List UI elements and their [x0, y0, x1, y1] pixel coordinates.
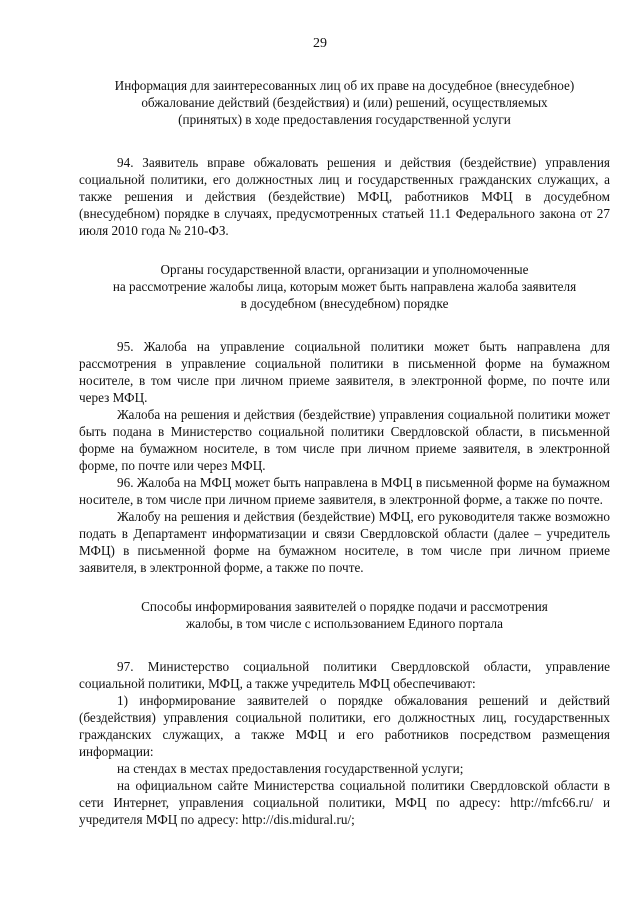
heading-line: на рассмотрение жалобы лица, которым может быть направлена жалоба заявителя	[112, 279, 577, 294]
paragraph-95: 95. Жалоба на управление социальной политики может быть направлена для рассмотрения в управление социальной политики в письменной форме на бумажном носителе, в том числе при личном приеме заявителя, в электронной форме, по почте или через МФЦ.	[79, 339, 610, 405]
section-heading-appeal-rights	[79, 77, 610, 128]
paragraph-94: 94. Заявитель вправе обжаловать решения и действия (бездействие) управления социальной политики, его должностных лиц и государственных гражданских служащих, а также решения и действия (бездействие) МФЦ, работников МФЦ в досудебном (внесудебном) порядке в случаях, предусмотренных статьей 11.1 Федерального закона от 27 июля 2010 года № 210-ФЗ.	[79, 155, 610, 238]
paragraph-96-founder: Жалобу на решения и действия (бездействие) МФЦ, его руководителя также возможно подать в Департамент информатизации и связи Свердловской области (далее – учредитель МФЦ) в письменной форме на бумажном носителе, в том числе при личном приеме заявителя, в электронной форме, а также по почте.	[79, 509, 610, 575]
paragraph-97-stands: на стендах в местах предоставления государственной услуги;	[117, 761, 464, 776]
paragraph-96: 96. Жалоба на МФЦ может быть направлена в МФЦ в письменной форме на бумажном носителе, в том числе при личном приеме заявителя, в электронной форме, а также по почте.	[79, 475, 610, 507]
section-heading-information-methods	[79, 598, 610, 632]
heading-line: Информация для заинтересованных лиц об их праве на досудебное (внесудебное)	[114, 78, 575, 93]
heading-line: в досудебном (внесудебном) порядке	[240, 296, 449, 311]
heading-line: Способы информирования заявителей о порядке подачи и рассмотрения	[141, 599, 548, 614]
page-number: 29	[313, 36, 327, 51]
paragraph-97: 97. Министерство социальной политики Свердловской области, управление социальной политики, МФЦ, а также учредитель МФЦ обеспечивают:	[79, 659, 610, 691]
paragraph-97-item-1: 1) информирование заявителей о порядке обжалования решений и действий (бездействия) управления социальной политики, его должностных лиц, государственных гражданских служащих, а также МФЦ и его работников посредством размещения информации:	[79, 693, 610, 759]
heading-line: обжалование действий (бездействия) и (или) решений, осуществляемых	[141, 95, 548, 110]
paragraph-95-ministry: Жалоба на решения и действия (бездействие) управления социальной политики может быть подана в Министерство социальной политики Свердловской области, в письменной форме на бумажном носителе, в том числе при личном приеме заявителя, в электронной форме, по почте или через МФЦ.	[79, 407, 610, 473]
section-heading-authorities	[79, 261, 610, 312]
heading-line: жалобы, в том числе с использованием Единого портала	[185, 616, 503, 631]
heading-line: (принятых) в ходе предоставления государственной услуги	[178, 112, 511, 127]
document-body	[79, 77, 610, 828]
paragraph-97-website: на официальном сайте Министерства социальной политики Свердловской области в сети Интернет, управления социальной политики, МФЦ по адресу: http://mfc66.ru/ и учредителя МФЦ по адресу: http://dis.midural.ru/;	[79, 778, 610, 827]
heading-line: Органы государственной власти, организации и уполномоченные	[160, 262, 529, 277]
